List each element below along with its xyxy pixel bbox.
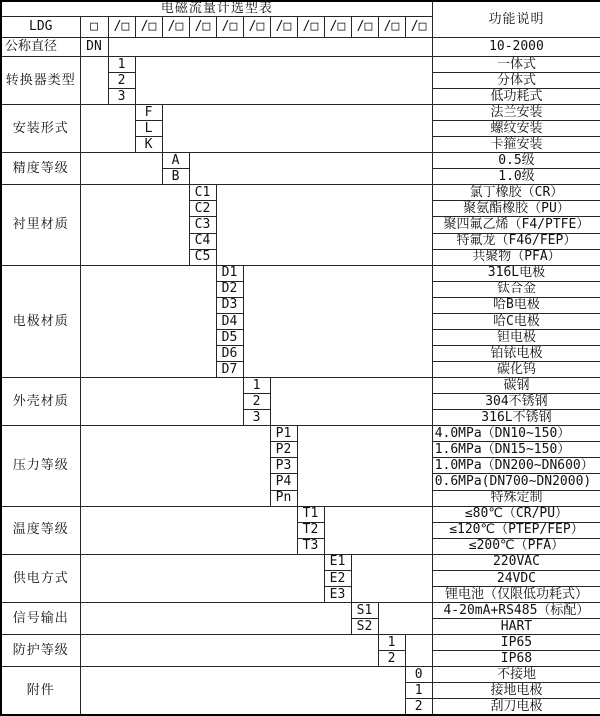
spacer-cell (189, 153, 432, 185)
code-cell: 2 (405, 699, 432, 715)
selection-table-body (1, 1, 600, 715)
model-slot-box: /□ (324, 16, 351, 37)
code-cell: C5 (189, 249, 216, 265)
desc-cell: 1.6MPa（DN15~150） (432, 442, 600, 458)
desc-cell: 0.6MPa(DN700~DN2000) (432, 474, 600, 490)
table-row (1, 554, 600, 570)
code-cell: Pn (270, 490, 297, 506)
table-row (1, 105, 600, 121)
model-slot-box: /□ (378, 16, 405, 37)
model-prefix: LDG (1, 16, 80, 37)
spacer-cell (80, 265, 216, 377)
table-title: 电磁流量计选型表 (1, 1, 432, 16)
table-row (1, 56, 600, 72)
code-cell: D2 (216, 281, 243, 297)
desc-cell: 钛合金 (432, 281, 600, 297)
category-label: 供电方式 (1, 554, 80, 602)
desc-cell: 220VAC (432, 554, 600, 570)
model-slot-box: /□ (216, 16, 243, 37)
code-cell: L (135, 121, 162, 137)
spacer-cell (351, 554, 432, 602)
code-cell: P2 (270, 442, 297, 458)
category-label: 附件 (1, 667, 80, 715)
desc-cell: 24VDC (432, 570, 600, 586)
table-row (1, 602, 600, 618)
table-row (1, 635, 600, 651)
code-cell: 2 (108, 72, 135, 88)
category-label: 电极材质 (1, 265, 80, 377)
desc-cell: 10-2000 (432, 37, 600, 56)
code-cell: 0 (405, 667, 432, 683)
category-label: 信号输出 (1, 602, 80, 634)
code-cell: D1 (216, 265, 243, 281)
code-cell: 3 (108, 88, 135, 104)
code-cell: E1 (324, 554, 351, 570)
desc-cell: 氯丁橡胶（CR） (432, 185, 600, 201)
desc-cell: 碳化钨 (432, 362, 600, 378)
desc-cell: 低功耗式 (432, 88, 600, 104)
desc-cell: 刮刀电极 (432, 699, 600, 715)
desc-cell: IP68 (432, 651, 600, 667)
desc-cell: ≤120℃（PTEP/FEP） (432, 522, 600, 538)
code-cell: S2 (351, 619, 378, 635)
desc-cell: 4-20mA+RS485（标配） (432, 602, 600, 618)
spacer-cell (80, 635, 378, 667)
category-label: 安装形式 (1, 105, 80, 153)
spacer-cell (162, 105, 432, 153)
model-slot-box: /□ (351, 16, 378, 37)
category-label: 衬里材质 (1, 185, 80, 265)
desc-cell: 304不锈钢 (432, 394, 600, 410)
category-label: 转换器类型 (1, 56, 80, 104)
table-row (1, 185, 600, 201)
code-cell: D4 (216, 313, 243, 329)
code-cell: 2 (243, 394, 270, 410)
table-row (1, 506, 600, 522)
category-label: 公称直径 (1, 37, 80, 56)
spacer-cell (80, 185, 189, 265)
desc-cell: 4.0MPa（DN10~150） (432, 426, 600, 442)
desc-cell: 铂铱电极 (432, 345, 600, 361)
desc-cell: 聚四氟乙烯（F4/PTFE） (432, 217, 600, 233)
code-cell: B (162, 169, 189, 185)
spacer-cell (80, 602, 351, 634)
spacer-cell (270, 378, 432, 426)
code-cell: D7 (216, 362, 243, 378)
spacer-cell (216, 185, 432, 265)
desc-cell: 碳钢 (432, 378, 600, 394)
code-cell: P4 (270, 474, 297, 490)
code-cell: DN (80, 37, 108, 56)
spacer-cell (80, 378, 243, 426)
desc-cell: 分体式 (432, 72, 600, 88)
spacer-cell (378, 602, 432, 634)
desc-cell: 螺纹安装 (432, 121, 600, 137)
desc-cell: 特氟龙（F46/FEP） (432, 233, 600, 249)
function-column-header: 功能说明 (432, 1, 600, 37)
model-slot-box: /□ (243, 16, 270, 37)
spacer-cell (80, 506, 297, 554)
code-cell: 1 (378, 635, 405, 651)
spacer-cell (80, 105, 135, 153)
code-cell: D5 (216, 329, 243, 345)
desc-cell: HART (432, 619, 600, 635)
code-cell: C2 (189, 201, 216, 217)
code-cell: 3 (243, 410, 270, 426)
code-cell: 1 (243, 378, 270, 394)
category-label: 压力等级 (1, 426, 80, 506)
desc-cell: 共聚物（PFA） (432, 249, 600, 265)
desc-cell: ≤200℃（PFA） (432, 538, 600, 554)
spacer-cell (324, 506, 432, 554)
desc-cell: 316L电极 (432, 265, 600, 281)
desc-cell: 锂电池（仅限低功耗式） (432, 586, 600, 602)
code-cell: A (162, 153, 189, 169)
spacer-cell (135, 56, 432, 104)
table-row (1, 265, 600, 281)
desc-cell: 特殊定制 (432, 490, 600, 506)
desc-cell: 接地电极 (432, 683, 600, 699)
model-slot-box: /□ (189, 16, 216, 37)
desc-cell: 316L不锈钢 (432, 410, 600, 426)
code-cell: K (135, 137, 162, 153)
desc-cell: 钽电极 (432, 329, 600, 345)
category-label: 温度等级 (1, 506, 80, 554)
spacer-cell (80, 426, 270, 506)
code-cell: T1 (297, 506, 324, 522)
row-r-title (1, 1, 600, 16)
code-cell: C4 (189, 233, 216, 249)
code-cell: F (135, 105, 162, 121)
model-slot-box: /□ (135, 16, 162, 37)
code-cell: C1 (189, 185, 216, 201)
category-label: 精度等级 (1, 153, 80, 185)
desc-cell: 不接地 (432, 667, 600, 683)
code-cell: S1 (351, 602, 378, 618)
table-row (1, 378, 600, 394)
spacer-cell (80, 667, 405, 715)
code-cell: P3 (270, 458, 297, 474)
desc-cell: 1.0级 (432, 169, 600, 185)
code-cell: D3 (216, 297, 243, 313)
code-cell: E3 (324, 586, 351, 602)
table-row (1, 426, 600, 442)
code-cell: 1 (108, 56, 135, 72)
code-cell: C3 (189, 217, 216, 233)
desc-cell: 哈B电极 (432, 297, 600, 313)
table-row (1, 667, 600, 683)
model-slot-box: /□ (297, 16, 324, 37)
code-cell: D6 (216, 345, 243, 361)
desc-cell: IP65 (432, 635, 600, 651)
desc-cell: 0.5级 (432, 153, 600, 169)
desc-cell: 聚氨酯橡胶（PU） (432, 201, 600, 217)
desc-cell: 卡箍安装 (432, 137, 600, 153)
spacer-cell (297, 426, 432, 506)
code-cell: 1 (405, 683, 432, 699)
desc-cell: 一体式 (432, 56, 600, 72)
desc-cell: ≤80℃（CR/PU） (432, 506, 600, 522)
model-blank-box: □ (80, 16, 108, 37)
spacer-cell (405, 635, 432, 667)
category-label: 防护等级 (1, 635, 80, 667)
spacer-cell (80, 554, 324, 602)
code-cell: T3 (297, 538, 324, 554)
desc-cell: 法兰安装 (432, 105, 600, 121)
model-slot-box: /□ (162, 16, 189, 37)
model-slot-box: /□ (405, 16, 432, 37)
spacer-cell (80, 153, 162, 185)
desc-cell: 1.0MPa（DN200~DN600） (432, 458, 600, 474)
spacer-cell (108, 37, 432, 56)
table-row (1, 153, 600, 169)
spacer-cell (243, 265, 432, 377)
code-cell: 2 (378, 651, 405, 667)
spacer-cell (80, 56, 108, 104)
category-label: 外壳材质 (1, 378, 80, 426)
model-slot-box: /□ (270, 16, 297, 37)
code-cell: T2 (297, 522, 324, 538)
row-r-dn (1, 37, 600, 56)
model-slot-box: /□ (108, 16, 135, 37)
code-cell: E2 (324, 570, 351, 586)
desc-cell: 哈C电极 (432, 313, 600, 329)
code-cell: P1 (270, 426, 297, 442)
